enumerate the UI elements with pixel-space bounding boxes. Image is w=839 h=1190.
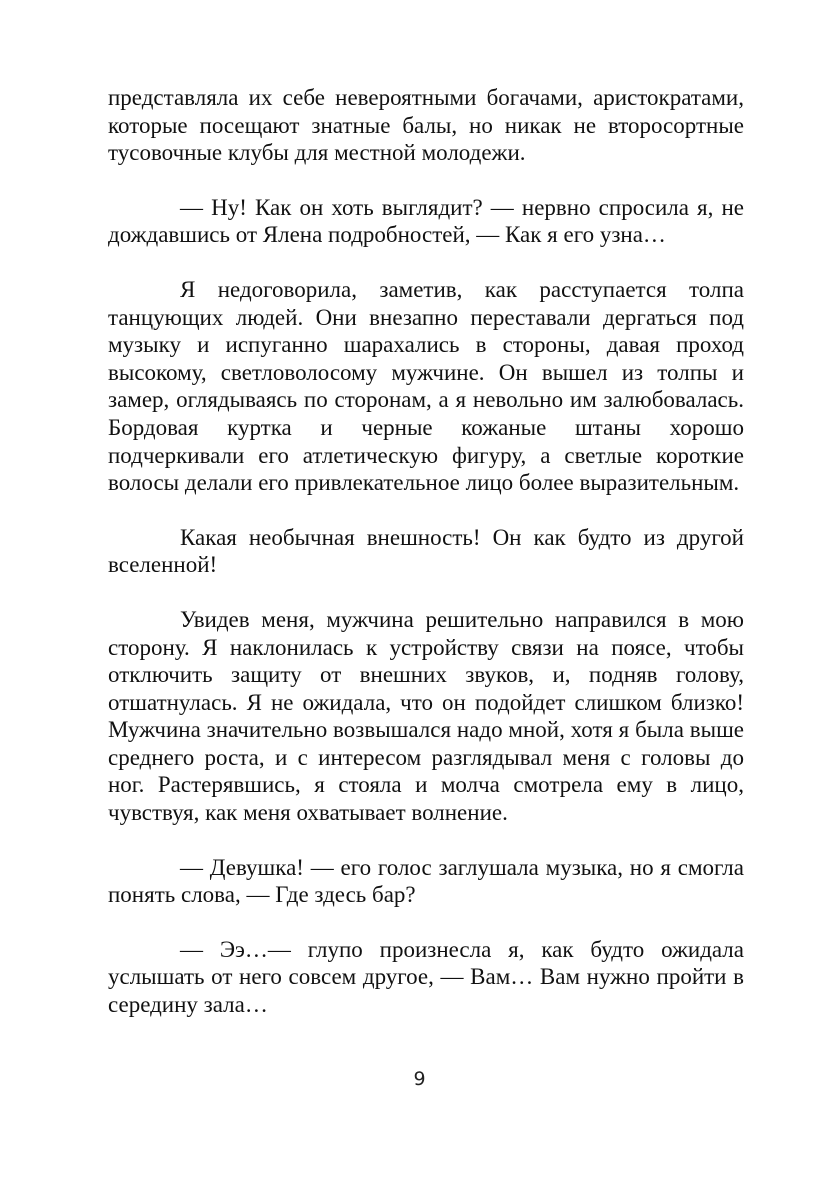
paragraph-description: Я недоговорила, заметив, как расступается толпа танцующих людей. Они внезапно переставали дергаться под музыку и испуганно шарахались в стороны, давая проход высокому, светловолосому мужчине. Он вышел из толпы и замер, оглядываясь по сторонам, а я невольно им залюбовалась. Бордовая куртка и черные кожаные штаны хорошо подчеркивали его атлетическую фигуру, а светлые короткие волосы делали его привлекательное лицо более выразительным. (108, 276, 744, 496)
paragraph-dialogue-answer: — Ээ…— глупо произнесла я, как будто ожидала услышать от него совсем другое, — Вам… Вам нужно пройти в середину зала… (108, 936, 744, 1018)
paragraph-dialogue-question: — Ну! Как он хоть выглядит? — нервно спросила я, не дождавшись от Ялена подробностей, — Как я его узна… (108, 194, 744, 248)
paragraph-exclamation: Какая необычная внешность! Он как будто из другой вселенной! (108, 524, 744, 578)
page-number: 9 (413, 1068, 426, 1090)
paragraph-dialogue-bar: — Девушка! — его голос заглушала музыка, но я смогла понять слова, — Где здесь бар? (108, 854, 744, 908)
paragraph-continuation: представляла их себе невероятными богачами, аристократами, которые посещают знатные балы, но никак не второсортные тусовочные клубы для местной молодежи. (108, 85, 744, 166)
page-body-text (108, 84, 744, 1046)
paragraph-approach: Увидев меня, мужчина решительно направился в мою сторону. Я наклонилась к устройству связи на поясе, чтобы отключить защиту от внешних звуков, и, подняв голову, отшатнулась. Я не ожидала, что он подойдет слишком близко! Мужчина значительно возвышался надо мной, хотя я была выше среднего роста, и с интересом разглядывал меня с головы до ног. Растерявшись, я стояла и молча смотрела ему в лицо, чувствуя, как меня охватывает волнение. (108, 606, 744, 826)
